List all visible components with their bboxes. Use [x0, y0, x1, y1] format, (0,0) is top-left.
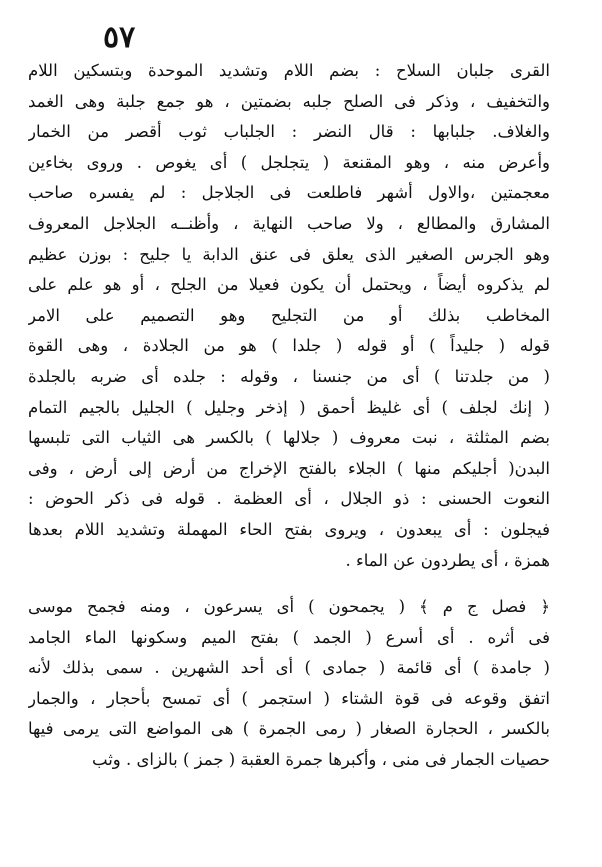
text-line: اتفق وقوعه فى قوة الشتاء ( استجمر ) أى تمسح بأحجار ، والجمار: [28, 688, 550, 708]
text-line: وأعرض منه ، وهو المقنعة ( يتجلجل ) أى يغوص . وروى بخاءين: [28, 152, 550, 172]
text-line: بضم المثلثة ، نبت معروف ( جلالها ) بالكسر هى الثياب التى تلبسها: [28, 428, 550, 448]
text-line: النعوت الحسنى : ذو الجلال ، أى العظمة . قوله فى ذكر الحوض :: [28, 489, 550, 509]
text-line: ( إنك لجلف ) أى غليظ أحمق ( إذخر وجليل ) الجليل بالجيم التمام: [28, 397, 550, 417]
text-line: بالكسر ، الحجارة الصغار ( رمى الجمرة ) هى المواضع التى يرمى فيها: [28, 719, 550, 739]
text-line: فى أثره . أى أسرع ( الجمد ) بفتح الميم وسكونها الماء الجامد: [28, 627, 550, 647]
text-line: معجمتين ،والاول أشهر فاطلعت فى الجلاجل : لم يفسره صاحب: [28, 183, 550, 203]
text-line: وهو الجرس الصغير الذى يعلق فى عنق الدابة يا جليح : بوزن عظيم: [28, 244, 550, 264]
paragraph: [28, 56, 550, 576]
text-line: القرى جلبان السلاح : بضم اللام وتشديد الموحدة وبتسكين اللام: [28, 61, 550, 80]
paragraph: [28, 592, 550, 776]
text-line: حصيات الجمار فى منى ، وأكبرها جمرة العقبة ( جمز ) بالزاى . وثب: [92, 750, 550, 770]
text-line: ( جامدة ) أى قائمة ( جمادى ) أى أحد الشهرين . سمى بذلك لأنه: [28, 658, 550, 678]
page-number: ٥٧: [103, 20, 136, 55]
text-line: لم يذكروه أيضاً ، ويحتمل أن يكون فعيلا من الجلح ، أو هو علم على: [28, 275, 550, 295]
text-line: فيجلون : أى يبعدون ، ويروى بفتح الحاء المهملة وتشديد اللام بعدها: [28, 519, 550, 539]
paragraph-gap: [28, 576, 550, 592]
text-line: همزة ، أى يطردون عن الماء .: [345, 550, 550, 570]
text-line: المشارق والمطالع ، ولا صاحب النهاية ، وأظنــه الجلاجل المعروف: [28, 213, 550, 233]
text-line: ( من جلدتنا ) أى من جنسنا ، وقوله : جلده أى ضربه بالجلدة: [28, 366, 550, 386]
text-line: والغلاف. جلبابها : قال النضر : الجلباب ثوب أقصر من الخمار: [28, 122, 550, 142]
text-line: المخاطب بذلك أو من التجليح وهو التصميم على الامر: [28, 305, 550, 325]
page-body: [28, 56, 550, 776]
text-line: قوله ( جليداً ) أو قوله ( جلدا ) هو من الجلادة ، وهى القوة: [28, 336, 550, 356]
text-line: البدن( أجليكم منها ) الجلاء بالفتح الإخراج من أرض إلى أرض ، وفى: [28, 458, 550, 478]
text-line: ﴿ فصل ج م ﴾ ( يجمحون ) أى يسرعون ، ومنه فجمح موسى: [28, 597, 550, 617]
text-line: والتخفيف ، وذكر فى الصلح جلبه بضمتين ، هو جمع جلبة وهى الغمد: [28, 91, 550, 111]
